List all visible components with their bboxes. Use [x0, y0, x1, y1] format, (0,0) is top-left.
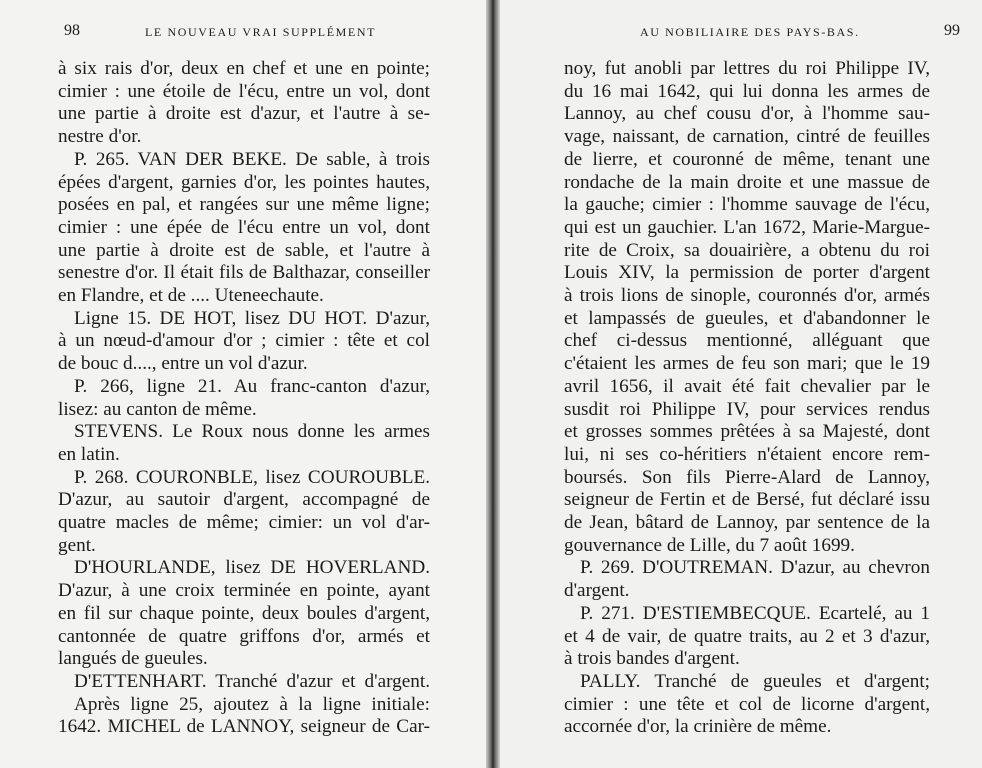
text-line: à trois bandes d'argent. — [564, 648, 740, 670]
text-line: en fil sur chaque pointe, deux boules d'argent, — [58, 602, 430, 624]
text-line: à trois lions de sinople, couronnés d'or, armés — [564, 285, 930, 307]
text-line: en Flandre, et de .... Uteneechaute. — [58, 285, 324, 307]
text-line: quatre macles de même; cimier: un vol d'ar- — [58, 512, 430, 534]
text-line: lisez: au canton de même. — [58, 398, 257, 420]
text-line: de lierre, et couronné de même, tenant une — [564, 148, 930, 170]
text-line: chef ci-dessus mentionné, alléguant que — [564, 330, 930, 352]
text-line: du 16 mai 1642, qui lui donna les armes de — [564, 80, 930, 102]
right-page — [500, 0, 982, 768]
text-line: gouvernance de Lille, du 7 août 1699. — [564, 534, 855, 556]
text-line: D'azur, à une croix terminée en pointe, ayant — [58, 580, 430, 602]
text-line: D'azur, au sautoir d'argent, accompagné de — [58, 489, 430, 511]
text-line: nestre d'or. — [58, 126, 142, 148]
text-line: et lampassés de gueules, et d'abandonner le — [564, 307, 930, 329]
text-line: susdit roi Philippe IV, pour services rendus — [564, 398, 930, 420]
text-line: en latin. — [58, 443, 120, 465]
text-line: noy, fut anobli par lettres du roi Philippe IV, — [564, 58, 930, 79]
text-line: D'ETTENHART. Tranché d'azur et d'argent. — [74, 670, 430, 692]
text-line: rondache de la main droite et une massue de — [564, 171, 930, 193]
text-line: Louis XIV, la permission de porter d'argent — [564, 262, 930, 284]
text-line: cimier : une étoile de l'écu, entre un vol, dont — [58, 80, 430, 102]
text-line: une partie à droite est d'azur, et l'autre à se- — [58, 103, 430, 125]
text-line: lui, ni ses co-héritiers n'étaient encore rem- — [564, 443, 930, 465]
text-line: P. 268. COURONBLE, lisez COUROUBLE. — [74, 466, 430, 488]
text-line: à un nœud-d'amour d'or ; cimier : tête et col — [58, 330, 430, 352]
text-line: gent. — [58, 534, 96, 556]
text-line: accornée d'or, la crinière de même. — [564, 716, 832, 738]
text-line: et 4 de vair, de quatre traits, au 2 et 3 d'azur, — [564, 625, 930, 647]
text-line: P. 269. D'OUTREMAN. D'azur, au chevron — [580, 557, 930, 579]
running-head: AU NOBILIAIRE DES PAYS-BAS. — [640, 25, 860, 39]
text-line: rite de Croix, sa douairière, a obtenu du roi — [564, 239, 930, 261]
text-line: la gauche; cimier : l'homme sauvage de l'écu, — [564, 194, 930, 216]
left-page — [0, 0, 486, 768]
text-line: Lannoy, au chef cousu d'or, à l'homme sau- — [564, 103, 930, 125]
text-line: P. 266, ligne 21. Au franc-canton d'azur, — [74, 375, 430, 397]
text-line: seigneur de Fertin et de Bersé, fut déclaré issu — [564, 489, 930, 511]
book-gutter — [486, 0, 500, 768]
page-number: 99 — [944, 22, 960, 39]
text-line: et grosses sommes prêtées à sa Majesté, dont — [564, 421, 930, 443]
text-line: Après ligne 25, ajoutez à la ligne initiale: — [74, 693, 430, 715]
text-line: PALLY. Tranché de gueules et d'argent; — [580, 670, 930, 692]
text-line: langués de gueules. — [58, 648, 208, 670]
text-line: d'argent. — [564, 580, 630, 602]
text-line: cimier : une tête et col de licorne d'argent, — [564, 693, 930, 715]
text-line: P. 265. VAN DER BEKE. De sable, à trois — [74, 148, 430, 170]
text-line: STEVENS. Le Roux nous donne les armes — [74, 421, 430, 443]
text-line: épées d'argent, garnies d'or, les pointes hautes, — [58, 171, 430, 193]
text-line: qui est un gauchier. L'an 1672, Marie-Margue- — [564, 216, 930, 238]
text-line: vage, naissant, de carnation, cintré de feuilles — [564, 126, 930, 148]
text-line: boursés. Son fils Pierre-Alard de Lannoy, — [564, 466, 930, 488]
text-line: de bouc d...., entre un vol d'azur. — [58, 353, 308, 375]
text-line: D'HOURLANDE, lisez DE HOVERLAND. — [74, 557, 430, 579]
text-line: P. 271. D'ESTIEMBECQUE. Ecartelé, au 1 — [580, 602, 930, 624]
page-body-text — [58, 58, 430, 739]
text-line: c'étaient les armes de feu son mari; que le 19 — [564, 353, 930, 375]
text-line: de Jean, bâtard de Lannoy, par sentence de la — [564, 512, 930, 534]
text-line: 1642. MICHEL de LANNOY, seigneur de Car- — [58, 716, 430, 738]
page-number: 98 — [64, 22, 80, 39]
text-line: à six rais d'or, deux en chef et une en pointe; — [58, 58, 430, 79]
text-line: une partie à droite est de sable, et l'autre à — [58, 239, 430, 261]
text-line: posées en pal, et rangées sur une même ligne; — [58, 194, 430, 216]
text-line: cimier : une épée de l'écu entre un vol, dont — [58, 216, 430, 238]
text-line: avril 1656, il avait été fait chevalier par le — [564, 375, 930, 397]
text-line: Ligne 15. DE HOT, lisez DU HOT. D'azur, — [74, 307, 430, 329]
text-line: senestre d'or. Il était fils de Balthazar, conseiller — [58, 262, 430, 284]
text-line: cantonnée de quatre griffons d'or, armés et — [58, 625, 430, 647]
page-body-text — [564, 58, 930, 739]
running-head: LE NOUVEAU VRAI SUPPLÉMENT — [145, 25, 377, 39]
